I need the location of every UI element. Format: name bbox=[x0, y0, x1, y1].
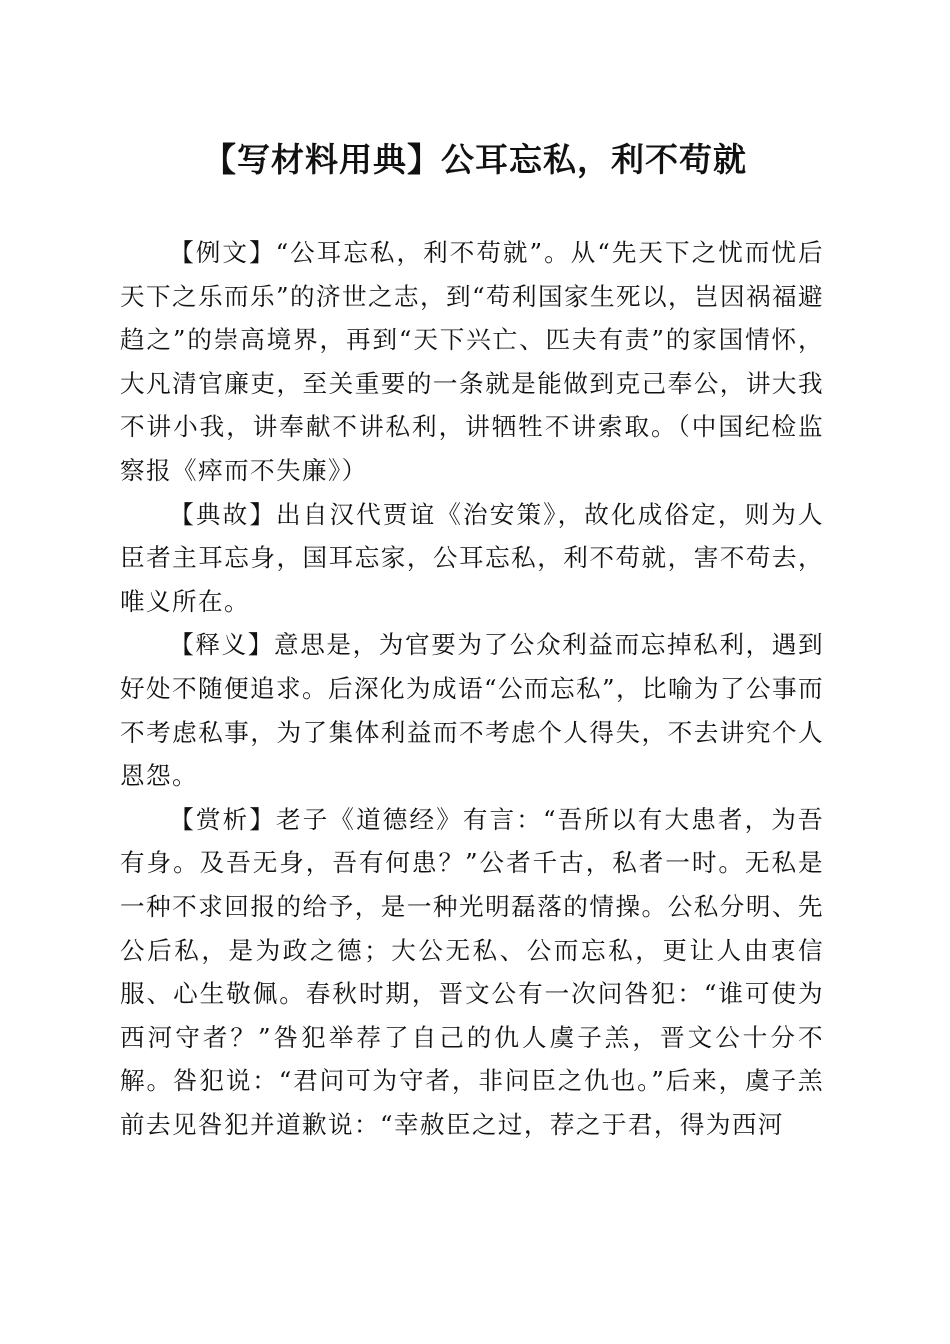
paragraph-meaning bbox=[120, 623, 824, 797]
paragraph-tag: 【释义】 bbox=[169, 630, 274, 660]
paragraph-example bbox=[120, 231, 824, 493]
paragraph-tag: 【典故】 bbox=[169, 499, 277, 529]
paragraph-text: “公耳忘私，利不苟就”。从“先天下之忧而忧后天下之乐而乐”的济世之志，到“苟利国家生死以，岂因祸福避趋之”的崇高境界，再到“天下兴亡、匹夫有责”的家国情怀，大凡清官廉吏，至关重要的一条就是能做到克己奉公，讲大我不讲小我，讲奉献不讲私利，讲牺牲不讲索取。（中国纪检监察报《瘁而不失廉》） bbox=[120, 238, 824, 485]
paragraph-appreciation bbox=[120, 798, 824, 1147]
paragraph-allusion bbox=[120, 493, 824, 624]
paragraph-tag: 【赏析】 bbox=[169, 804, 276, 834]
paragraph-text: 出自汉代贾谊《治安策》，故化成俗定，则为人臣者主耳忘身，国耳忘家，公耳忘私，利不苟就，害不苟去，唯义所在。 bbox=[120, 499, 824, 616]
paragraph-tag: 【例文】 bbox=[169, 238, 276, 267]
paragraph-text: 意思是，为官要为了公众利益而忘掉私利，遇到好处不随便追求。后深化为成语“公而忘私”，比喻为了公事而不考虑私事，为了集体利益而不考虑个人得失，不去讲究个人恩怨。 bbox=[120, 630, 824, 791]
paragraph-text: 老子《道德经》有言：“吾所以有大患者，为吾有身。及吾无身，吾有何患？”公者千古，私者一时。无私是一种不求回报的给予，是一种光明磊落的情操。公私分明、先公后私，是为政之德；大公无私、公而忘私，更让人由衷信服、心生敬佩。春秋时期，晋文公有一次问咎犯：“谁可使为西河守者？”咎犯举荐了自己的仇人虞子羔，晋文公十分不解。咎犯说：“君问可为守者，非问臣之仇也。”后来，虞子羔前去见咎犯并道歉说：“幸赦臣之过，荐之于君，得为西河 bbox=[120, 804, 824, 1139]
page-title: 【写材料用典】公耳忘私，利不苟就 bbox=[203, 140, 747, 179]
document-body bbox=[120, 231, 824, 1146]
